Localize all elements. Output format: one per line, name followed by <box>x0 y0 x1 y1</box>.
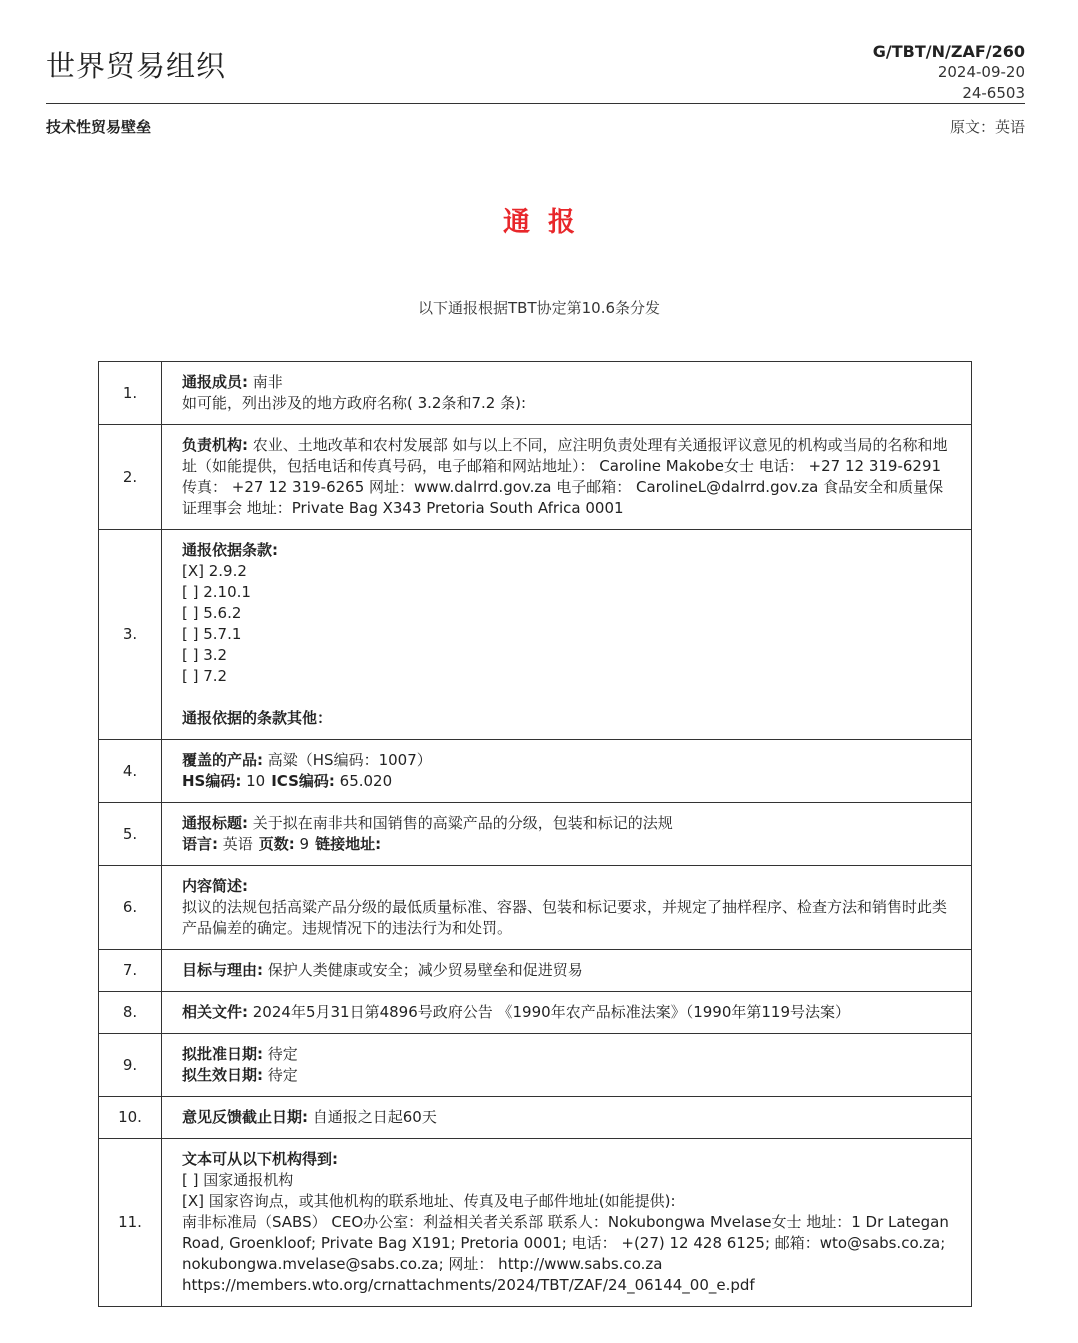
hs-code-value: 10 <box>241 772 266 790</box>
item-value: 自通报之日起60天 <box>308 1108 437 1126</box>
item-label: 拟批准日期: <box>182 1045 263 1063</box>
checkbox-option: [X] 国家咨询点，或其他机构的联系地址、传真及电子邮件地址(如能提供): <box>182 1192 676 1210</box>
language-label: 语言: <box>182 835 218 853</box>
item-number: 2. <box>99 425 162 530</box>
item-label: 文本可从以下机构得到: <box>182 1150 338 1168</box>
table-row <box>99 950 972 992</box>
item-content <box>162 992 972 1034</box>
document-meta <box>873 41 1025 104</box>
checkbox-option: [ ] 3.2 <box>182 646 228 664</box>
table-row <box>99 866 972 950</box>
item-value: 南非标准局（SABS） CEO办公室：利益相关者关系部 联系人：Nokubongwa Mvelase女士 地址：1 Dr Lategan Road, Groenkloof; Private Bag X191; Pretoria 0001; 电话： +(27) 12 428 6125; 邮箱：wto@sabs.co.za; nokubongwa.mvelase@sabs.co.za; 网址： http://www.sabs.co.za <box>182 1213 949 1273</box>
table-row <box>99 1034 972 1097</box>
item-label: 目标与理由: <box>182 961 263 979</box>
item-content <box>162 530 972 740</box>
item-number: 3. <box>99 530 162 740</box>
item-value: 高粱（HS编码：1007） <box>263 751 432 769</box>
language-value: 英语 <box>218 835 253 853</box>
ics-code-label: ICS编码: <box>271 772 335 790</box>
item-content <box>162 950 972 992</box>
checkbox-option: [ ] 7.2 <box>182 667 228 685</box>
item-content <box>162 1139 972 1307</box>
header-divider <box>46 103 1025 104</box>
table-row <box>99 1139 972 1307</box>
item-value: 关于拟在南非共和国销售的高粱产品的分级，包装和标记的法规 <box>248 814 673 832</box>
item-value: 农业、土地改革和农村发展部 如与以上不同，应注明负责处理有关通报评议意见的机构或当局的名称和地址（如能提供，包括电话和传真号码，电子邮箱和网站地址）： Caroline Makobe女士 电话： +27 12 319-6291 传真： +27 12 319-6265 网址：www.dalrrd.gov.za 电子邮箱： CarolineL@dalrrd.gov.za 食品安全和质量保证理事会 地址：Private Bag X343 Pretoria South Africa 0001 <box>182 436 948 517</box>
document-symbol: G/TBT/N/ZAF/260 <box>872 42 1025 61</box>
item-content <box>162 1034 972 1097</box>
item-content <box>162 362 972 425</box>
link-label: 链接地址: <box>315 835 382 853</box>
checkbox-option: [ ] 5.6.2 <box>182 604 242 622</box>
item-number: 10. <box>99 1097 162 1139</box>
hs-code-label: HS编码: <box>182 772 242 790</box>
item-label: 通报成员: <box>182 373 248 391</box>
item-label: 通报标题: <box>182 814 248 832</box>
organization-title: 世界贸易组织 <box>46 49 227 83</box>
item-note: 如可能，列出涉及的地方政府名称( 3.2条和7.2 条): <box>182 394 527 412</box>
item-label: 负责机构: <box>182 436 248 454</box>
table-row <box>99 1097 972 1139</box>
item-content <box>162 803 972 866</box>
table-row <box>99 740 972 803</box>
item-number: 4. <box>99 740 162 803</box>
spacer <box>182 687 953 708</box>
item-label: 覆盖的产品: <box>182 751 263 769</box>
notification-table <box>98 361 972 1307</box>
item-number: 7. <box>99 950 162 992</box>
item-number: 5. <box>99 803 162 866</box>
item-content <box>162 866 972 950</box>
document-reference: 24-6503 <box>962 84 1025 102</box>
item-value: 待定 <box>263 1045 298 1063</box>
table-row <box>99 992 972 1034</box>
item-content <box>162 740 972 803</box>
checkbox-option: [ ] 5.7.1 <box>182 625 242 643</box>
pages-label: 页数: <box>258 835 295 853</box>
checkbox-option: [ ] 2.10.1 <box>182 583 251 601</box>
section-name: 技术性贸易壁垒 <box>46 118 152 136</box>
checkbox-option: [ ] 国家通报机构 <box>182 1171 294 1189</box>
table-row <box>99 803 972 866</box>
item-label: 通报依据条款: <box>182 541 278 559</box>
item-sublabel: 通报依据的条款其他： <box>182 709 333 727</box>
item-label: 相关文件: <box>182 1003 248 1021</box>
item-number: 6. <box>99 866 162 950</box>
checkbox-option: [X] 2.9.2 <box>182 562 247 580</box>
item-content <box>162 1097 972 1139</box>
document-link[interactable]: https://members.wto.org/crnattachments/2024/TBT/ZAF/24_06144_00_e.pdf <box>182 1276 755 1294</box>
item-value: 2024年5月31日第4896号政府公告 《1990年农产品标准法案》（1990年第119号法案） <box>248 1003 850 1021</box>
document-date: 2024-09-20 <box>937 63 1025 81</box>
table-row <box>99 530 972 740</box>
item-number: 8. <box>99 992 162 1034</box>
ics-code-value: 65.020 <box>334 772 393 790</box>
item-label: 意见反馈截止日期: <box>182 1108 308 1126</box>
item-number: 9. <box>99 1034 162 1097</box>
item-number: 1. <box>99 362 162 425</box>
table-row <box>99 425 972 530</box>
item-label: 内容简述: <box>182 877 248 895</box>
item-value: 保护人类健康或安全；减少贸易壁垒和促进贸易 <box>263 961 583 979</box>
original-language: 原文：英语 <box>949 118 1025 136</box>
item-content <box>162 425 972 530</box>
pages-value: 9 <box>294 835 310 853</box>
item-value: 拟议的法规包括高粱产品分级的最低质量标准、容器、包装和标记要求，并规定了抽样程序、检查方法和销售时此类产品偏差的确定。违规情况下的违法行为和处罚。 <box>182 898 948 937</box>
table-row <box>99 362 972 425</box>
item-value: 待定 <box>263 1066 298 1084</box>
item-value: 南非 <box>248 373 283 391</box>
item-label: 拟生效日期: <box>182 1066 263 1084</box>
notification-title: 通报 <box>503 207 593 238</box>
item-number: 11. <box>99 1139 162 1307</box>
notification-subtitle: 以下通报根据TBT协定第10.6条分发 <box>417 299 660 317</box>
